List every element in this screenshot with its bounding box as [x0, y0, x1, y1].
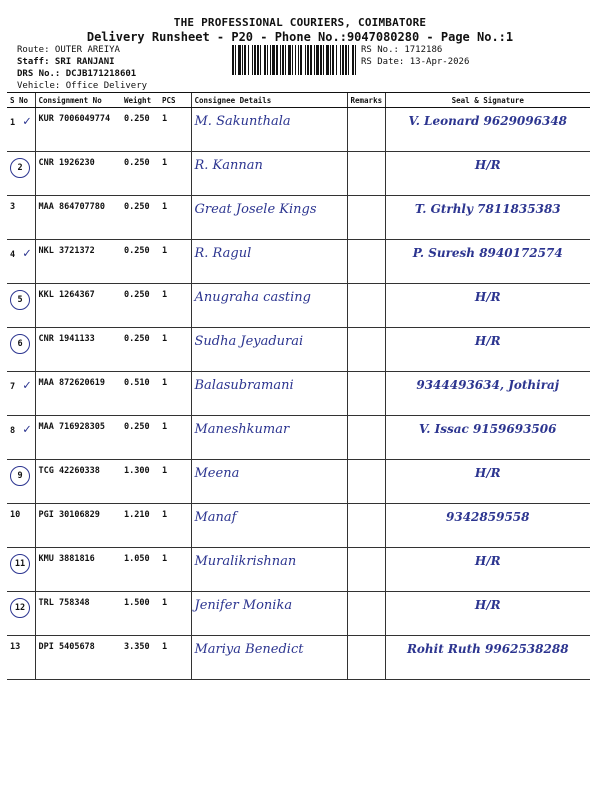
consignment-number — [35, 284, 121, 328]
seal-signature — [385, 460, 590, 504]
barcode-bar — [282, 45, 284, 75]
table-row — [7, 636, 590, 680]
barcode-bar — [336, 45, 337, 75]
pieces — [159, 592, 191, 636]
consignment-number-text: DPI 5405678 — [38, 642, 95, 652]
pieces — [159, 284, 191, 328]
table-row — [7, 548, 590, 592]
serial-number — [7, 328, 35, 372]
seal-signature-text: P. Suresh 8940172574 — [412, 246, 563, 260]
weight — [121, 372, 159, 416]
consignee-details — [191, 108, 347, 152]
pieces-text: 1 — [162, 598, 168, 608]
consignment-number-text: PGI 30106829 — [38, 510, 100, 520]
serial-number-text: 3 — [10, 202, 16, 212]
consignee-details-text: Great Josele Kings — [194, 202, 317, 217]
consignment-number-text: TRL 758348 — [38, 598, 90, 608]
consignee-details-text: Anugraha casting — [194, 290, 311, 305]
table-row — [7, 284, 590, 328]
barcode-bar — [260, 45, 261, 75]
seal-signature-text: H/R — [474, 158, 501, 172]
serial-number — [7, 372, 35, 416]
seal-signature — [385, 548, 590, 592]
remarks — [347, 196, 385, 240]
remarks — [347, 504, 385, 548]
consignment-number — [35, 636, 121, 680]
consignee-details — [191, 240, 347, 284]
consignment-number-text: MAA 864707780 — [38, 202, 106, 212]
weight — [121, 108, 159, 152]
consignee-details — [191, 636, 347, 680]
table-row — [7, 504, 590, 548]
seal-signature-text: H/R — [474, 554, 501, 568]
weight — [121, 284, 159, 328]
seal-signature-text: Rohit Ruth 9962538288 — [406, 642, 569, 656]
seal-signature — [385, 328, 590, 372]
barcode-bar — [270, 45, 271, 75]
weight-text: 3.350 — [124, 642, 150, 652]
remarks — [347, 548, 385, 592]
barcode-bar — [348, 45, 349, 75]
seal-signature-text: V. Leonard 9629096348 — [408, 114, 568, 128]
delivery-table — [7, 92, 590, 680]
barcode-bar — [292, 45, 293, 75]
pieces — [159, 372, 191, 416]
staff-label: Staff: SRI RANJANI — [17, 57, 115, 67]
pieces — [159, 152, 191, 196]
serial-number-text: 7 — [10, 382, 16, 392]
weight — [121, 240, 159, 284]
consignment-number-text: CNR 1926230 — [38, 158, 95, 168]
seal-signature — [385, 240, 590, 284]
remarks — [347, 460, 385, 504]
seal-signature-text: H/R — [474, 334, 501, 348]
consignment-number-text: CNR 1941133 — [38, 334, 95, 344]
consignee-details-text: R. Ragul — [194, 246, 252, 261]
consignment-number-text: KKL 1264367 — [38, 290, 95, 300]
check-mark-icon: ✓ — [15, 246, 31, 261]
drs-label: DRS No.: DCJB171218601 — [17, 69, 137, 79]
seal-signature-text: H/R — [474, 598, 501, 612]
table-row — [7, 152, 590, 196]
consignment-number-text: MAA 716928305 — [38, 422, 106, 432]
table-row — [7, 416, 590, 460]
serial-number-text: 4 — [10, 250, 16, 260]
serial-number-text: 5 — [10, 290, 30, 310]
pieces — [159, 504, 191, 548]
seal-signature — [385, 592, 590, 636]
serial-number — [7, 196, 35, 240]
weight — [121, 416, 159, 460]
pieces-text: 1 — [162, 422, 168, 432]
serial-number-text: 8 — [10, 426, 16, 436]
weight-text: 1.210 — [124, 510, 150, 520]
weight — [121, 328, 159, 372]
consignee-details — [191, 284, 347, 328]
serial-number — [7, 504, 35, 548]
consignment-number-text: TCG 42260338 — [38, 466, 100, 476]
pieces-text: 1 — [162, 642, 168, 652]
seal-signature — [385, 284, 590, 328]
barcode-bar — [305, 45, 306, 75]
barcode-bar — [232, 45, 234, 75]
barcode-bar — [252, 45, 253, 75]
weight — [121, 460, 159, 504]
check-mark-icon: ✓ — [15, 422, 31, 437]
seal-signature — [385, 636, 590, 680]
weight-text: 0.250 — [124, 246, 150, 256]
consignment-number — [35, 240, 121, 284]
serial-number-text: 13 — [10, 642, 21, 652]
serial-number — [7, 108, 35, 152]
consignee-details — [191, 548, 347, 592]
check-mark-icon: ✓ — [15, 378, 31, 393]
table-row — [7, 460, 590, 504]
seal-signature-text: T. Gtrhly 7811835383 — [414, 202, 561, 216]
barcode-bar — [355, 45, 356, 75]
consignee-details-text: Mariya Benedict — [194, 642, 304, 657]
seal-signature-text: 9342859558 — [446, 510, 530, 524]
seal-signature-text: V. Issac 9159693506 — [419, 422, 557, 436]
consignment-number — [35, 328, 121, 372]
seal-signature — [385, 372, 590, 416]
consignment-number-text: NKL 3721372 — [38, 246, 95, 256]
col-sno: S No — [7, 93, 35, 108]
pieces-text: 1 — [162, 466, 168, 476]
consignment-number — [35, 504, 121, 548]
seal-signature — [385, 504, 590, 548]
consignee-details — [191, 504, 347, 548]
barcode-bar — [244, 45, 246, 75]
serial-number-text: 1 — [10, 118, 16, 128]
barcode-bar — [298, 45, 299, 75]
barcode-bar — [276, 45, 278, 75]
barcode-bar — [345, 45, 347, 75]
pieces-text: 1 — [162, 334, 168, 344]
barcode-bar — [332, 45, 334, 75]
remarks — [347, 152, 385, 196]
check-mark-icon: ✓ — [15, 114, 31, 129]
pieces — [159, 416, 191, 460]
company-name: THE PROFESSIONAL COURIERS, COIMBATORE — [173, 16, 427, 29]
consignee-details — [191, 592, 347, 636]
consignee-details — [191, 416, 347, 460]
weight-text: 0.250 — [124, 202, 150, 212]
table-row — [7, 108, 590, 152]
remarks — [347, 592, 385, 636]
consignment-number — [35, 460, 121, 504]
weight-text: 1.050 — [124, 554, 150, 564]
weight-text: 0.510 — [124, 378, 150, 388]
seal-signature — [385, 416, 590, 460]
consignee-details-text: Manaf — [194, 510, 237, 525]
col-consignment: Consignment No — [35, 93, 121, 108]
pieces-text: 1 — [162, 246, 168, 256]
serial-number-text: 9 — [10, 466, 30, 486]
rs-date: RS Date: 13-Apr-2026 — [361, 57, 470, 67]
barcode-bar — [288, 45, 291, 75]
rs-number: RS No.: 1712186 — [361, 45, 443, 55]
barcode-bar — [285, 45, 286, 75]
weight — [121, 548, 159, 592]
table-row — [7, 196, 590, 240]
serial-number-text: 12 — [10, 598, 30, 618]
barcode-bar — [340, 45, 341, 75]
remarks — [347, 284, 385, 328]
col-consignee: Consignee Details — [191, 93, 347, 108]
serial-number — [7, 636, 35, 680]
pieces — [159, 108, 191, 152]
col-weight: Weight — [121, 93, 159, 108]
pieces-text: 1 — [162, 114, 168, 124]
serial-number-text: 6 — [10, 334, 30, 354]
pieces — [159, 240, 191, 284]
barcode-bar — [280, 45, 281, 75]
barcode-bar — [320, 45, 322, 75]
route-label: Route: OUTER AREIYA — [17, 45, 120, 55]
consignment-number-text: KMU 3881816 — [38, 554, 95, 564]
pieces-text: 1 — [162, 510, 168, 520]
remarks — [347, 372, 385, 416]
consignee-details-text: R. Kannan — [194, 158, 263, 173]
col-signature: Seal & Signature — [385, 93, 590, 108]
barcode-bar — [257, 45, 259, 75]
weight — [121, 592, 159, 636]
col-remarks: Remarks — [347, 93, 385, 108]
barcode-bar — [248, 45, 249, 75]
seal-signature — [385, 152, 590, 196]
weight-text: 0.250 — [124, 334, 150, 344]
consignee-details — [191, 152, 347, 196]
serial-number-text: 10 — [10, 510, 21, 520]
table-row — [7, 328, 590, 372]
pieces-text: 1 — [162, 554, 168, 564]
consignment-number — [35, 108, 121, 152]
barcode-bar — [310, 45, 312, 75]
remarks — [347, 416, 385, 460]
pieces — [159, 196, 191, 240]
vehicle-label: Vehicle: Office Delivery — [17, 81, 148, 91]
weight — [121, 152, 159, 196]
pieces — [159, 460, 191, 504]
consignee-details-text: Sudha Jeyadurai — [194, 334, 304, 349]
serial-number — [7, 416, 35, 460]
barcode-bar — [254, 45, 256, 75]
table-row — [7, 372, 590, 416]
serial-number — [7, 592, 35, 636]
serial-number — [7, 460, 35, 504]
consignment-number — [35, 416, 121, 460]
table-header-row — [7, 93, 590, 108]
consignee-details-text: Meena — [194, 466, 240, 481]
weight — [121, 196, 159, 240]
remarks — [347, 108, 385, 152]
barcode-bar — [316, 45, 319, 75]
header-left — [17, 44, 147, 92]
runsheet-title: Delivery Runsheet - P20 - Phone No.:9047080280 - Page No.:1 — [86, 30, 514, 44]
consignment-number — [35, 592, 121, 636]
seal-signature — [385, 108, 590, 152]
seal-signature-text: 9344493634, Jothiraj — [416, 378, 560, 392]
consignee-details-text: Muralikrishnan — [194, 554, 297, 569]
consignment-number — [35, 372, 121, 416]
weight-text: 1.300 — [124, 466, 150, 476]
barcode-bar — [242, 45, 243, 75]
pieces-text: 1 — [162, 290, 168, 300]
serial-number — [7, 548, 35, 592]
consignee-details-text: Balasubramani — [194, 378, 294, 393]
pieces-text: 1 — [162, 158, 168, 168]
remarks — [347, 240, 385, 284]
weight — [121, 636, 159, 680]
pieces — [159, 636, 191, 680]
pieces-text: 1 — [162, 202, 168, 212]
barcode-bar — [326, 45, 329, 75]
barcode-bar — [314, 45, 315, 75]
barcode-bar — [295, 45, 296, 75]
barcode-bar — [238, 45, 241, 75]
remarks — [347, 636, 385, 680]
serial-number-text: 11 — [10, 554, 30, 574]
barcode-bar — [264, 45, 266, 75]
consignee-details — [191, 328, 347, 372]
weight — [121, 504, 159, 548]
weight-text: 0.250 — [124, 290, 150, 300]
col-pcs: PCS — [159, 93, 191, 108]
header-right — [361, 44, 469, 68]
barcode — [232, 45, 358, 75]
weight-text: 0.250 — [124, 422, 150, 432]
barcode-bar — [323, 45, 324, 75]
pieces — [159, 548, 191, 592]
barcode-bar — [272, 45, 275, 75]
seal-signature-text: H/R — [474, 466, 501, 480]
consignee-details-text: Jenifer Monika — [194, 598, 293, 613]
serial-number — [7, 240, 35, 284]
serial-number-text: 2 — [10, 158, 30, 178]
barcode-bar — [330, 45, 331, 75]
barcode-bar — [300, 45, 302, 75]
table-row — [7, 592, 590, 636]
consignee-details — [191, 460, 347, 504]
weight-text: 0.250 — [124, 114, 150, 124]
consignment-number — [35, 196, 121, 240]
barcode-bar — [267, 45, 268, 75]
barcode-bar — [352, 45, 354, 75]
consignment-number-text: KUR 7006049774 — [38, 114, 111, 124]
serial-number — [7, 152, 35, 196]
weight-text: 1.500 — [124, 598, 150, 608]
consignment-number-text: MAA 872620619 — [38, 378, 106, 388]
pieces-text: 1 — [162, 378, 168, 388]
consignee-details-text: M. Sakunthala — [194, 114, 291, 129]
barcode-bar — [235, 45, 236, 75]
consignment-number — [35, 548, 121, 592]
remarks — [347, 328, 385, 372]
consignment-number — [35, 152, 121, 196]
weight-text: 0.250 — [124, 158, 150, 168]
seal-signature — [385, 196, 590, 240]
consignee-details-text: Maneshkumar — [194, 422, 290, 437]
table-row — [7, 240, 590, 284]
barcode-bar — [307, 45, 309, 75]
pieces — [159, 328, 191, 372]
barcode-bar — [342, 45, 344, 75]
consignee-details — [191, 196, 347, 240]
seal-signature-text: H/R — [474, 290, 501, 304]
consignee-details — [191, 372, 347, 416]
serial-number — [7, 284, 35, 328]
